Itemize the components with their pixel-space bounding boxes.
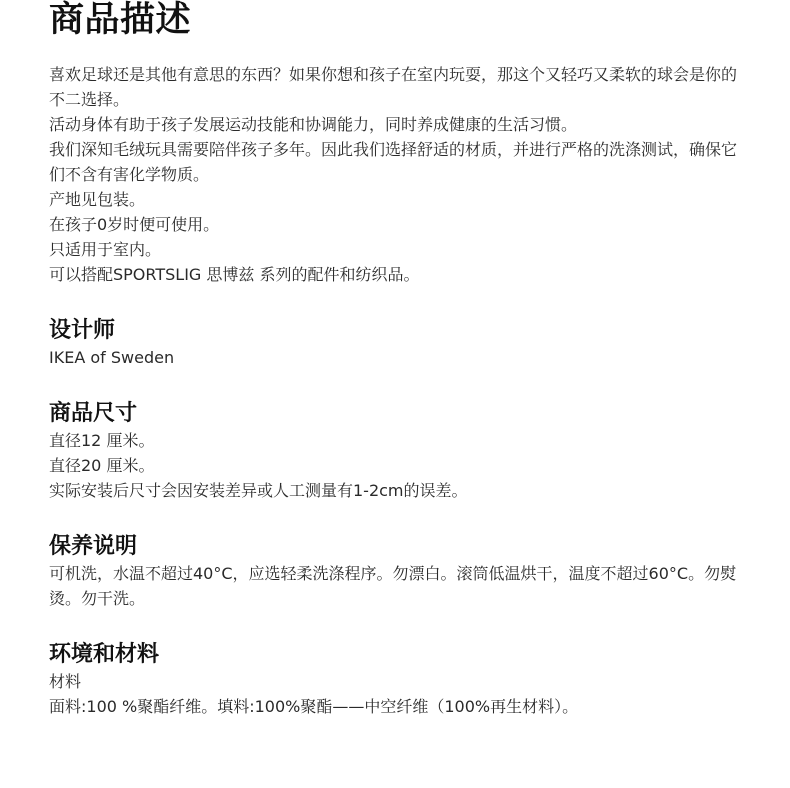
description-paragraph: 我们深知毛绒玩具需要陪伴孩子多年。因此我们选择舒适的材质，并进行严格的洗涤测试，确保它们不含有害化学物质。 [49,140,738,184]
description-paragraph: 可以搭配SPORTSLIG 思博兹 系列的配件和纺织品。 [49,265,420,284]
dimension-line: 直径20 厘米。 [49,456,155,475]
dimension-note: 实际安装后尺寸会因安装差异或人工测量有1-2cm的误差。 [49,481,468,500]
dimension-line: 直径12 厘米。 [49,431,155,450]
description-paragraph: 活动身体有助于孩子发展运动技能和协调能力，同时养成健康的生活习惯。 [49,115,578,134]
dimensions-heading: 商品尺寸 [49,401,138,426]
description-paragraph: 在孩子0岁时便可使用。 [49,215,220,234]
care-section [49,532,749,611]
description-paragraph: 产地见包装。 [49,190,146,209]
designer-name: IKEA of Sweden [49,348,175,367]
product-info-page [49,0,749,719]
dimensions-section [49,399,749,503]
materials-heading: 环境和材料 [49,642,160,667]
designer-heading: 设计师 [49,318,116,343]
designer-section [49,316,749,370]
description-paragraph: 只适用于室内。 [49,240,162,259]
care-heading: 保养说明 [49,534,138,559]
page-title: 商品描述 [49,0,192,40]
materials-composition: 面料:100 %聚酯纤维。填料:100%聚酯——中空纤维（100%再生材料）。 [49,697,579,716]
materials-label: 材料 [49,672,82,691]
materials-section [49,640,749,719]
product-description [49,62,749,287]
care-instructions: 可机洗，水温不超过40°C，应选轻柔洗涤程序。勿漂白。滚筒低温烘干，温度不超过60°C。勿熨烫。勿干洗。 [49,564,737,608]
description-paragraph: 喜欢足球还是其他有意思的东西？如果你想和孩子在室内玩耍，那这个又轻巧又柔软的球会是你的不二选择。 [49,65,738,109]
